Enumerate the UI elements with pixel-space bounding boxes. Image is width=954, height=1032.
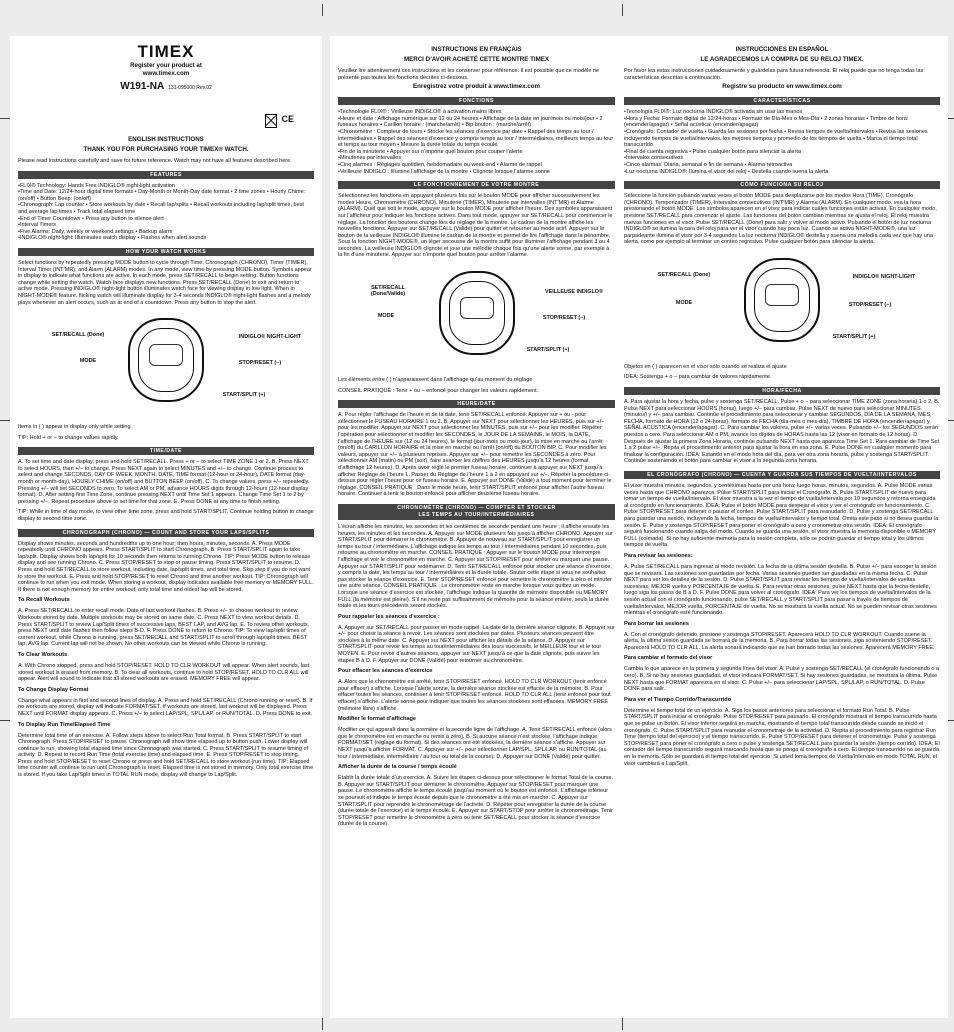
- clear-text: A. Con el cronógrafo detenido, presione y sostenga STOP/RESET. Aparecerá HOLD TO CLR WORKOUT. Cuando suene la alerta, la última sesión guardada se borrará de la memoria. B. Para borrar todas las sesiones, siga sosteniendo STOP/RESET. Aparecerá HOLD TO CLR ALL. La alerta sonará indicando que se han borrado todas las sesiones. Aparecerá MEMORY FREE.: [624, 631, 935, 651]
- items-note: Items in ( ) appear in display only while setting: [18, 424, 131, 431]
- list-item: • Chronograph: Lap counter • Store workouts by date • Recall lap/splits • Recall workouts including lap/split times, best and average lap times • Track total elapsed time: [18, 202, 314, 215]
- time-date-heading: HORA/FECHA: [624, 387, 940, 395]
- start-split-label: START/SPLIT (+): [222, 392, 266, 399]
- format-text: Cambia lo que aparece en la primera y segunda línea del visor. A. Pulse y sostenga SET/RECALL (el cronógrafo funcionando o a cero). B. Si no hay sesiones guardadas, el visor indicará FORMAT/SET. Si hay sesiones guardadas, se mostrará la última. Pulse NEXT hasta que FORMAT aparezca en el visor. C. Pulse +/− para seleccionar LAP/SPL, SPL/LAP, o RUN/TOTAL. D. Pulse DONE para salir.: [624, 666, 940, 693]
- mode-label: MODE: [377, 313, 395, 320]
- list-item: • Heure et date : Affichage numérique sur 12 ou 24 heures • Affichage de la date en jour/mois ou mois/jour • 2 fuseaux horaires • Carillon horaire : (marche/arrêt) • Bip bouton : (marche/arrêt): [338, 116, 615, 129]
- clear-heading: Para borrar las sesiones: [624, 620, 689, 627]
- crop-mark: [322, 1018, 323, 1030]
- list-item: • End of Timer Countdown • Press any button to silence alert: [18, 216, 314, 223]
- stop-reset-label: STOP/RESET (−): [238, 360, 282, 367]
- chrono-text: L’écran affiche les minutes, les secondes et les centièmes de seconde pendant une heure ; il affiche ensuite les heures, les minutes et les secondes. A. Appuyer sur MODE plusieurs fois jusqu’à afficher CHRONO. Appuyer sur START/SPLIT pour démarrer le chronomètre. B. Appuyer de nouveau sur START/SPLIT pour enregistrer un temps au tour / intermédiaire. L’affichage indique les temps au tour / intermédiaires pendant 10 secondes, puis retourne au chronomètre en marche. CONSEIL PRATIQUE : Appuyer sur le bouton MODE pour interrompre l’affichage et voir le chronomètre en marche. C. Appuyer sur STOP/RESET pour arrêter ou marquer une pause. Appuyer sur START/SPLIT pour redémarrer. D. Tenir SET/RECALL enfoncé pour stocker une séance d’exercice, y compris la date, les temps au tour / intermédiaires et la durée totale. Sauter cette étape si vous ne souhaitez pas stocker la séance d’exercice. E. Tenir STOP/RESET enfoncé pour remettre le chronomètre à zéro et minuter une autre séance. CONSEIL PRATIQUE : Le chronomètre reste en marche lorsque vous quittez un mode. Lorsque une séance d’exercice est stockée, l’affichage indique la quantité de mémoire disponible ou MEMORY FULL (la mémoire est pleine). S’il ne reste pas suffisamment de mémoire pour la séance entière, seuls la durée totale et les tours précédents seront stockés.: [338, 523, 613, 610]
- format-heading: Para cambiar el formato del visor: [624, 655, 713, 662]
- start-split-label: START/SPLIT (+): [526, 347, 570, 354]
- list-item: • Minuteries par intervalles: [338, 155, 615, 162]
- list-item: • Time and Date: 12/24-hour digital time formats • Day-Month or Month-Day date format • 2 time zones • Hourly Chime: (on/off) • Button Beep: (on/off): [18, 189, 314, 202]
- chrono-text: Display shows minutes, seconds and hundredths up to one hour; then hours, minutes, seconds. A. Press MODE repeatedly until CHRONO appears. Press START/SPLIT to start Chronograph. B. Press START/SPLIT again to take lap/split. Display shows both lap/split for 10 seconds then returns to running Chrono. TIP: Press MODE button to release display and see running Chrono. C. Press STOP/RESET to stop or pause timing. Press START/SPLIT to resume. D. Press and hold SET/RECALL to store workout, including date, lap/split times, and total time. Skip step if you do not want to store the workout. E. Press and hold STOP/RESET to reset Chrono and time another workout. TIP: Chronograph will continue to run when you exit mode. When storing a workout, display indicates available free memory or MEMORY FULL. If there is not enough memory for entire workout, only total time and oldest lap will be stored.: [18, 540, 314, 593]
- french-intro: Veuillez lire attentivement ces instructions et les conserver pour référence. Il est possible que ce modèle ne présente pas toutes les fonctions décrites ci-dessous.: [338, 68, 600, 81]
- list-item: • Fin de la minuterie • Appuyer sur n’importe quel bouton pour couper l’alerte: [338, 149, 615, 156]
- recall-heading: Para revisar las sesiones:: [624, 552, 693, 559]
- list-item: • Cronógrafo: Contador de vuelta • Guarda las sesiones por fecha • Revisa tiempos de vuelta/intervalos • Revisa las sesiones incluyendo tiempos de vuelta/intervalos, los mejores tiempos y promedio de los tiempos de vuelta • Marca el tiempo total transcurrido: [624, 129, 940, 149]
- list-item: • Veilleuse INDIGLO : Illumine l’affichage de la montre • Clignote lorsque l’alarme sonne: [338, 169, 615, 176]
- register-line-2: www.timex.com: [142, 70, 190, 77]
- set-recall-label: SET/RECALL (Done/Validé): [370, 285, 406, 298]
- time-date-text: A. Para ajustar la hora y fecha, pulse y sostenga SET/RECALL. Pulse + o − para seleccionar TIME ZONE (zona horaria) 1 o 2. B. Pulse NEXT para seleccionar HOURS (horas), luego +/− para cambiar. Pulse NEXT de nuevo para seleccionar MINUTES (minutos) y +/− para cambiar. Continúe el procedimiento para seleccionar y cambiar SEGUNDOS, DÍA DE LA SEMANA, MES, FECHA, formato de HORA (12 o 24-horas), formato de FECHA (día-mes o mes-día), TIMBRE DE HORA (encender/apagar) y SEÑAL ACÚSTICA (encender/apagar). C. Para cambiar los valores, pulse +/− varias veces. Pulsando +/− los SEGUNDOS serán puestos a cero. Para seleccionar AM o PM, avance los dígitos de HORAS hasta las 12 (visor en formato de 12 horas). D. Después de ajustar la primera Zona Horaria, continúe pulsando NEXT hasta que aparezca Time Set 1. Para cambiar de Time Set 1 a 2 pulse +/−. Repita el procedimiento anterior para ajustar la hora en esa zona. E. Pulse DONE en cualquier momento para finalizar la configuración. IDEA: Estando en el modo hora del día, para ver otra zona horaria, pulse y sostenga START/SPLIT. Continúe sosteniendo el botón para cambiar el visor a la segunda zona horaria.: [624, 399, 940, 465]
- time-date-tip: TIP: While in time of day mode, to view other time zone, press and hold START/SPLIT. Continue holding button to change display to second time zone.: [18, 509, 314, 523]
- clear-heading: To Clear Workouts: [18, 651, 68, 658]
- clear-heading: Pour effacer les séances d’exercice: [338, 668, 433, 675]
- items-note: Objetos en ( ) aparecen en el visor sólo cuando se realiza el ajuste: [624, 363, 787, 370]
- crop-mark: [322, 4, 323, 16]
- english-title: ENGLISH INSTRUCTIONS: [128, 136, 204, 143]
- model-row: [18, 81, 314, 92]
- time-date-heading: HEURE/DATE: [338, 400, 615, 408]
- how-text: Sélectionnez les fonctions en appuyant plusieurs fois sur le bouton MODE pour afficher successivement les modes Heure, Chronomètre (CHRONO), Minuterie (TIMER), Minuterie par intervalles (INT’MR) et Alarme (ALARM). Quel que soit le mode, appuyer sur le bouton MODE pour afficher l’heure. Des symboles apparaissent sur l’afficheur pour indiquer les fonctions actives. Dans tout mode, appuyer sur SET/RECALL pour commencer le réglage. La fonction des boutons change lors du réglage de la montre. Le cadran de la montre affiche les nouvelles fonctions. Appuyer sur SET/RECALL (Validé) pour quitter et retourner au mode actif. Appuyer sur le bouton de la veilleuse INDIGLO® illumine le cadran de la montre et permet de lire l’affichage dans la pénombre. Sous la fonction NIGHT-MODE®, un léger secousse de la montre suffit pour illuminer l’affichage pendant 3 ou 4 secondes. La veilleuse INDIGLO® clignote et joue une mélodie chaque fois qu’une alerte sonne, par exemple à la fin d’une minuterie. Appuyer sur n’importe quel bouton pour arrêter l’alarme.: [338, 193, 613, 259]
- runtime-heading: To Display Run Time/Elapsed Time: [18, 721, 111, 728]
- mode-label: MODE: [675, 299, 693, 306]
- weee-bin-icon: [265, 114, 277, 128]
- time-date-heading: TIME/DATE: [18, 447, 314, 455]
- spanish-thanks: LE AGRADECEMOS LA COMPRA DE SU RELOJ TIMEX.: [700, 56, 864, 63]
- features-heading: FEATURES: [18, 171, 314, 179]
- tip-hold: TIP: Hold + or − to change values rapidly.: [18, 434, 119, 441]
- stop-reset-label: STOP/RESET (−): [542, 315, 586, 322]
- english-column: [10, 36, 322, 1018]
- format-heading: To Change Display Format: [18, 686, 89, 693]
- list-item: • Interval Timers: [18, 222, 314, 229]
- items-note: Les éléments entre ( ) n’apparaissent dans l’affichage qu’au moment du réglage: [338, 377, 533, 384]
- chrono-heading: [338, 504, 615, 520]
- list-item: • Cinco alarmas: Diaria, semanal o fin de semana • Alarma retroactiva: [624, 162, 940, 169]
- format-heading: Modifier le format d’affichage: [338, 716, 417, 723]
- features-list: [18, 183, 314, 242]
- list-item: • Tecnología FLIX®: Luz nocturna INDIGLO® activada sin usar las manos: [624, 109, 940, 116]
- spanish-intro: Por favor lea estas instrucciones cuidadosamente y guárdelas para futura referencia. El reloj puede que no tenga todas las características descritas a continuación.: [624, 68, 924, 81]
- list-item: • Technologie FLIX® : Veilleuse INDIGLO® à activation mains libres: [338, 109, 615, 116]
- indiglo-label: VEILLEUSE INDIGLO®: [545, 289, 603, 296]
- set-recall-label: SET/RECALL (Done): [51, 332, 105, 339]
- list-item: • Five Alarms: Daily, weekly or weekend settings • Backup alarm: [18, 229, 314, 236]
- clear-text: A. With Chrono stopped, press and hold STOP/RESET. HOLD TO CLR WORKOUT will appear. When alert sounds, last stored workout is erased from memory. B. To clear all workouts, continue to hold STOP/RESET. HOLD TO CLR ALL will appear. Alert will sound to indicate that all stored workouts are erased. MEMORY FREE will appear.: [18, 662, 310, 683]
- tip-hold: CONSEIL PRATIQUE : Tenir + ou − enfoncé pour changer les valeurs rapidement.: [338, 387, 539, 394]
- indiglo-label: INDIGLO® NIGHT-LIGHT: [238, 334, 302, 341]
- recall-text: A. Appuyer sur SET/RECALL pour passer en mode rappel. La date de la dernière séance clignote. B. Appuyer sur +/− pour choisir la séance à revoir. Les séances sont stockées par dates. Plusieurs séances peuvent être stockées à la même date. C. Appuyer sur NEXT pour afficher les détails de la séance. D. Appuyer sur START/SPLIT pour revoir les temps au tour/intermédiaires des tours successifs, le MEILLEUR tour et le tour MOYEN. E. Pour revoir d’autres séances, appuyer sur NEXT jusqu’à ce que la date clignote, puis suivre les étapes B à D. F. Appuyer sur DONE (Validé) pour retourner au chronomètre.: [338, 624, 615, 664]
- chrono-heading-line-1: CHRONOMÈTRE (CHRONO) — COMPTER ET STOCKER: [397, 504, 556, 511]
- crop-mark: [622, 4, 623, 16]
- how-heading: CÓMO FUNCIONA SU RELOJ: [624, 181, 940, 189]
- watch-display: [149, 344, 183, 366]
- list-item: • Chronomètre : Compteur de tours • Stocke les séances d’exercice par date • Rappel des temps au tour / intermédiaires • Rappel des séances d’exercice y compris temps au tour / intermédiaires, meilleurs temps au tour et temps au tour moyen • Mesure la durée totale du temps écoulé: [338, 129, 615, 149]
- chrono-heading: CHRONOGRAPH (CHRONO) — COUNT AND STORE YOUR LAPS/SPLITS: [18, 529, 314, 537]
- format-text: Modifier ce qui apparaît dans la première et la seconde ligne de l’affichage. A. Tenir SET/RECALL enfoncé (alors que le chronomètre est en marche ou remis à zéro). B. Si aucune séance n’est stockée, l’affichage indique FORMAT/SET (réglage du format). Si des séances ont été stockées, la dernière séance s’affiche. Appuyer sur NEXT jusqu’à afficher FORMAT. C. Appuyer sur +/− pour sélectionner LAP/SPL, SPL/LAP, ou RUN/TOTAL (au tour / intermédiaire, intermédiaire / au tour ou total de la course). D. Appuyer sur DONE (Validé) pour quitter.: [338, 727, 612, 760]
- list-item: • Luz nocturna INDIGLO®: Ilumina el visor del reloj • Destella cuando suena la alerta: [624, 169, 940, 176]
- recall-text: A. Press SET/RECALL to enter recall mode. Date of last workout flashes. B. Press +/− to choose workout to review. Workouts stored by date. Multiple workouts may be stored on same date. C. Press NEXT to view workout details. D. Press START/SPLIT to review Lap/Split times of successive laps, BEST LAP, and AVG lap. E. To review other workouts, press NEXT until date flashes then follow steps B-D. F. Press DONE to return to Chrono. TIP: To view lap/split times of current workout, while Chrono is running, press SET/RECALL and START/SPLIT to scroll through lap/split times, BEST lap, AVG lap. Current lap will not be shown. No other workouts can be viewed while Chrono is running.: [18, 608, 310, 648]
- compliance-marks: [18, 114, 294, 128]
- ce-mark: CE: [281, 114, 294, 124]
- runtime-text: Établir la durée totale d’un exercice. A. Suivre les étapes ci-dessus pour sélectionner le format Total de la course. B. Appuyer sur START/SPLIT pour démarrer le chronomètre. Appuyer sur STOP/RESET pour marquer une pause. Le chronomètre affiche le temps écoulé jusqu’au moment où le bouton est enfoncé. L’affichage inférieur se poursuit et indique le temps écoulé depuis que le chronomètre a été mis en marche. C. Appuyer sur START/SPLIT pour reprendre le chronométrage de l’activité. D. Répéter pour enregistrer la durée de la course (durée totale de l’exercice) et le temps écoulé. E. Appuyer sur START/STOP pour arrêter le chronométrage. Tenir STOP/RESET pour remettre le chronomètre à zéro ou tenir SET/RECALL pour stocker la séance d’exercice (durée de la course).: [338, 775, 614, 828]
- list-item: • Final de cuenta regresiva • Pulse cualquier botón para silenciar la alerta: [624, 149, 940, 156]
- format-text: Change what appears in first and second lines of display. A. Press and hold SET/RECALL (Chrono running or reset). B. If no workouts are stored, display will indicate FORMAT/SET. If workouts are stored, last workout will be displayed. Press NEXT until FORMAT display appears. C. Press +/− to select LAP/SPL, SPL/LAP, or RUN/TOTAL. D. Press DONE to exit.: [18, 697, 313, 717]
- french-column: [330, 36, 623, 1018]
- start-split-label: START/SPLIT (+): [832, 333, 876, 340]
- clear-text: A. Alors que le chronomètre est arrêté, tenir STOP/RESET enfoncé. HOLD TO CLR WORKOUT (tenir enfoncé pour effacer) s’affiche. Lorsque l’alerte sonne, la dernière séance stockée est effacée de la mémoire. B. Pour effacer toutes les séances, continuer à tenir STOP/RESET enfoncé. HOLD TO CLR ALL (tenir enfoncé pour tout effacer) s’affiche. L’alerte sonne pour indiquer que toutes les séances stockées sont effacées. MEMORY FREE (mémoire libre) s’affiche.: [338, 679, 611, 712]
- french-thanks: MERCI D’AVOIR ACHETÉ CETTE MONTRE TIMEX: [403, 56, 550, 63]
- spanish-column: [616, 36, 948, 1018]
- runtime-text: Determine total time of an exercise. A. Follow steps above to select Run Total format. B. Press START/SPLIT to start Chronograph. Press STOP/RESET to pause. Chronograph will show time elapsed up to button push. Lower display will continue to run, showing total elapsed time since Chronograph was started. C. Press START/SPLIT to resume timing of activity. D. Repeat to record Run Time (total exercise time) and elapsed time. E. Press STOP/RESET to stop timing. Press and hold STOP/RESET to reset Chrono or press and hold SET/RECALL to store workout (run time). TIP: Elapsed time counter will continue to run until Chronograph is reset. Elapsed time is not stored in memory. Only total exercise time is stored. If you take Lap/Split times in TOTAL RUN mode, display will change to Lap/Split.: [18, 732, 314, 779]
- watch-display: [460, 297, 494, 319]
- recall-text: A. Pulse SET/RECALL para ingresar al modo revisión. La fecha de la última sesión destella. B. Pulse +/− para escoger la sesión que se revisará. Las sesiones son guardadas por fecha. Varias sesiones pueden ser guardadas en la misma fecha. C. Pulse NEXT para ver los detalles de la sesión. D. Pulse START/SPLIT para revisar los tiempos de vuelta/intervalos de vueltas sucesivas, MEJOR vuelta y PORCENTAJE de vuelta. E. Para revisar otras sesiones, pulse NEXT hasta que la fecha destelle, luego siga los pasos de B a D. F. Pulse DONE para volver al cronógrafo. IDEA: Para ver los tiempos de vuelta/intervalos de la sesión actual con el cronógrafo funcionando, pulse SET/RECALL y START/SPLIT para pasar a través de tiempos de vuelta/intervalos, MEJOR vuelta, PORCENTAJE de vuelta. No se mostrará la vuelta actual. No se pueden revisar otras sesiones mientras el cronógrafo esté funcionando.: [624, 563, 937, 617]
- french-register: Enregistrez votre produit à www.timex.com: [413, 83, 540, 91]
- recall-heading: Pour rappeler les séances d’exercice :: [338, 613, 440, 620]
- time-date-text: A. Pour régler l’affichage de l’heure et de la date, tenir SET/RECALL enfoncé. Appuyer sur + ou - pour sélectionner le FUSEAU HORAIRE 1 ou 2. B. Appuyer sur NEXT pour sélectionner les HEURES, puis sur +/− pour les modifier. Appuyer sur NEXT pour sélectionner les MINUTES, puis sur +/− pour les modifier. Répéter l’opération pour sélectionner et modifier les SECONDES, le JOUR DE LA SEMAINE, le MOIS, la DATE, l’affichage de l’HEURE sur (12 ou 24 heures), le format (jour-mois ou mois-jour), la mise en marche ou l’arrêt (on/off) du CARILLON HORAIRE et la mise en marche ou l’arrêt (on/off) du BOUTON BIP. C. Pour modifier les valeurs, appuyer sur +/− à plusieurs reprises. Appuyer sur +/− pour remettre les SECONDES à zéro. Pour sélectionner AM (matin) ou PM (soir), faire avancer les chiffres des HEURES jusqu’à 12 heures (format d’affichage 12 heures). D. Après avoir réglé le premier fuseau horaire, continuer à appuyer sur NEXT jusqu’à afficher Réglage de l’heure 1. Passer du Réglage de l’heure 1 à 2 en appuyant sur +/−. Répéter la procédure ci-dessus pour régler l’heure pour ce fuseau horaire. E. Appuyer sur DONE (Validé) à tout moment pour terminer le réglage. CONSEIL PRATIQUE : Dans le mode heure, tenir START/SPLIT enfoncé pour afficher l’autre fuseau horaire. Continuer à tenir le bouton enfoncé pour afficher deuxième fuseau horaire.: [338, 412, 612, 498]
- english-intro: Please read instructions carefully and save for future reference. Watch may not have all features described here.: [18, 158, 292, 164]
- list-item: • Hora y Fecha: Formato digital de 12/24-horas • Formato de Día-Mes o Mes-Día • 2 zonas horarias • Timbre de hora: (encender/apagar) • Señal acústica: (encender/apagar): [624, 116, 940, 129]
- english-thanks: THANK YOU FOR PURCHASING YOUR TIMEX® WATCH.: [83, 146, 249, 153]
- list-item: • INDIGLO® night-light: Illuminates watch display • Flashes when alert sounds: [18, 235, 314, 242]
- indiglo-label: INDIGLO® NIGHT-LIGHT: [852, 273, 916, 280]
- document-number: 131-095000 Rev.02: [168, 85, 212, 91]
- features-list: [338, 109, 615, 175]
- time-date-steps: A. To set time and date display, press and hold SET/RECALL. Press + or − to select TIME ZONE 1 or 2. B. Press NEXT to select HOURS, then +/− to change. Press NEXT again to select MINUTES and +/− to change. Continue process to select and change SECONDS, DAY OF WEEK, MONTH, DATE, TIME format (12-hour or 24-hour), DATE format (day-month or month-day), HOURLY CHIME (on/off) and BUTTON BEEP (on/off). C. To change values, press +/− repeatedly. Pressing +/− will set SECONDS to zero. To select AM or PM, advance HOURS digits through 12-hours (12-hour display format). D. After setting first Time Zone, continue pressing NEXT until Time Set 1 appears. Change Time Set 1 to 2 by pressing +/−. Repeat procedure above to set time for that zone. E. Press DONE at any time to finish setting.: [18, 459, 310, 505]
- watch-diagram: [18, 312, 314, 420]
- chrono-text: El visor muestra minutos, segundos, y centésimas hasta por una hora; luego horas, minutos, segundos. A. Pulse MODE varias veces hasta que CHRONO aparezca. Pulse START/SPLIT para iniciar el Cronógrafo. B. Pulse START/SPLIT de nuevo para tomar un tiempo de vuelta/intervalo. El visor muestra a la vez el tiempo de vuelta/intervalo por 10 segundos y retorna enseguida al cronógrafo en funcionamiento. IDEA: Pulse el botón MODE para despejar el visor y ver el cronógrafo en funcionamiento. C. Pulse STOP/RESET para detener o pausar el conteo. Pulse START/SPLIT para reanudarlo. D. Pulse y sostenga SET/RECALL para guardar una sesión, incluyendo la fecha, tiempos de vuelta/intervalos y tiempo total. Omita este paso si no desea guardar la sesión. E. Pulse y sostenga STOP/RESET para poner el cronógrafo a cero y cronometrar otra sesión. IDEA: El cronógrafo seguirá funcionando cuando salga del modo. Cuando se guarda una sesión, el visor muestra la memoria disponible o MEMORY FULL (colmada). Si no hay suficiente memoria para la sesión completa, sólo se podrán guardar el tiempo total y los últimos tiempos de vuelta.: [624, 483, 939, 549]
- chrono-heading-line-2: LES TEMPS AU TOUR/INTERMÉDIAIRES: [418, 511, 535, 518]
- how-heading: HOW YOUR WATCH WORKS: [18, 248, 314, 256]
- recall-heading: To Recall Workouts: [18, 597, 70, 604]
- features-heading: CARACTERÍSTICAS: [624, 97, 940, 105]
- how-heading: LE FONCTIONNEMENT DE VOTRE MONTRE: [338, 181, 615, 189]
- how-text: Seleccione la función pulsando varias veces el botón MODE para desplazarse por los modos Hora (TIME), Cronógrafo (CHRONO), Temporizador (TIMER), Intervalos consecutivos (INT’MR) y Alarma (ALARM). En cualquier modo, vea la hora presionando el botón MODE. Los símbolos aparecen en el visor para indicar cuáles funciones están activas. En cualquier modo, presione SET/RECALL para comenzar el ajuste. Las funciones del botón cambian mientras se ajusta el reloj. El reloj muestra nuevas funciones en el visor. Pulse SET/RECALL (Done) para salir y volver al modo activo. Pulsando el botón de luz nocturna INDIGLO® se ilumina la cara del reloj para ver el visor cuando hay poca luz. Cuando se activa NIGHT-MODE®, una luz parpadeante ilumina el visor por 3-4 segundos La luz nocturna INDIGLO® destella y suena una melodía cada vez que hay una alerta, como por ejemplo al terminar un conteo regresivo. Pulse cualquier botón para silenciar la alerta.: [624, 193, 937, 246]
- features-list: [624, 109, 940, 175]
- stop-reset-label: STOP/RESET (−): [848, 301, 892, 308]
- spanish-title: INSTRUCCIONES EN ESPAÑOL: [735, 46, 829, 53]
- spanish-register: Registre su producto en www.timex.com: [722, 83, 842, 91]
- tip-hold: IDEA: Sostenga + o − para cambiar de valores rápidamente.: [624, 374, 772, 381]
- runtime-text: Determine el tiempo total de un ejercicio. A. Siga los pasos anteriores para seleccionar el formato Run Total. B. Pulse START/SPLIT para iniciar el cronógrafo. Pulse STOP/RESET para pausarlo. El cronógrafo mostrará el tiempo transcurrido hasta que se pulse un botón. El visor inferior seguirá en marcha, mostrando el tiempo total transcurrido desde cuando se inició el cronógrafo. C. Pulse START/SPLIT para reanudar el cronometraje de la actividad. D. Repita el procedimiento para registrar Run Time (tiempo total del ejercicio) y el tiempo transcurrido. E. Pulse STOP/RESET para detener el cronometraje. Pulse y sostenga STOP/RESET para poner el cronógrafo a cero o pulse y sostenga SET/RECALL para guardar la sesión (tiempo corrido). IDEA: El contador del tiempo transcurrido seguirá marcando hasta que se ponga al cronógrafo a cero. El tiempo transcurrido no se guarda en la memoria. Sólo se guardará el tiempo total del ejercicio. Si usted toma tiempos de Vuelta/Intervalo en modo TOTAL RUN, el visor cambiará a Lap/Split.: [624, 707, 940, 767]
- model-number: W191-NA: [120, 81, 165, 92]
- french-title: INSTRUCTIONS EN FRANÇAIS: [431, 46, 522, 53]
- watch-diagram: [338, 265, 615, 373]
- how-text: Select functions by repeatedly pressing MODE button to cycle through Time, Chronograph (CHRONO), Timer (TIMER), Interval Timer (INT’MR), and Alarm (ALARM) modes. In any mode, view time by pressing MODE button. Symbols appear in display to indicate what functions are active. In each mode, press SET/RECALL to begin setting. Button functions change while setting the watch. Watch face displays new functions. Press SET/RECALL (Done) to exit and return to active mode. Pressing INDIGLO® night-light button illuminates watch face for viewing display in low light. When in NIGHT-MODE® feature, flicking watch will illuminate display for 3-4 seconds INDIGLO® night-light flashes and a melody plays whenever an alert occurs, such as at end of a countdown. Press any button to stop the alert.: [18, 259, 312, 306]
- list-item: • Cinq alarmes : Réglages quotidien, hebdomadaire ou week-end • Alarme de rappel: [338, 162, 615, 169]
- list-item: • FLIX® Technology: Hands Free INDIGLO® night-light activation: [18, 183, 314, 190]
- set-recall-label: SET/RECALL (Done): [657, 271, 711, 278]
- list-item: • Intervalos consecutivos: [624, 155, 940, 162]
- watch-display: [765, 284, 799, 306]
- chrono-heading: EL CRONÓGRAFO (CHRONO) — CUENTA Y GUARDA SUS TIEMPOS DE VUELTA/INTERVALOS: [624, 471, 940, 479]
- runtime-heading: Afficher la durée de la course / temps écoulé: [338, 764, 457, 771]
- features-heading: FONCTIONS: [338, 97, 615, 105]
- watch-diagram: [624, 252, 940, 360]
- register-line-1: Register your product at: [130, 62, 202, 69]
- crop-mark: [622, 1018, 623, 1030]
- mode-label: MODE: [79, 358, 97, 365]
- runtime-heading: Para ver el Tiempo Corrido/Transcurrido: [624, 696, 732, 703]
- timex-logo: TIMEX: [137, 42, 195, 61]
